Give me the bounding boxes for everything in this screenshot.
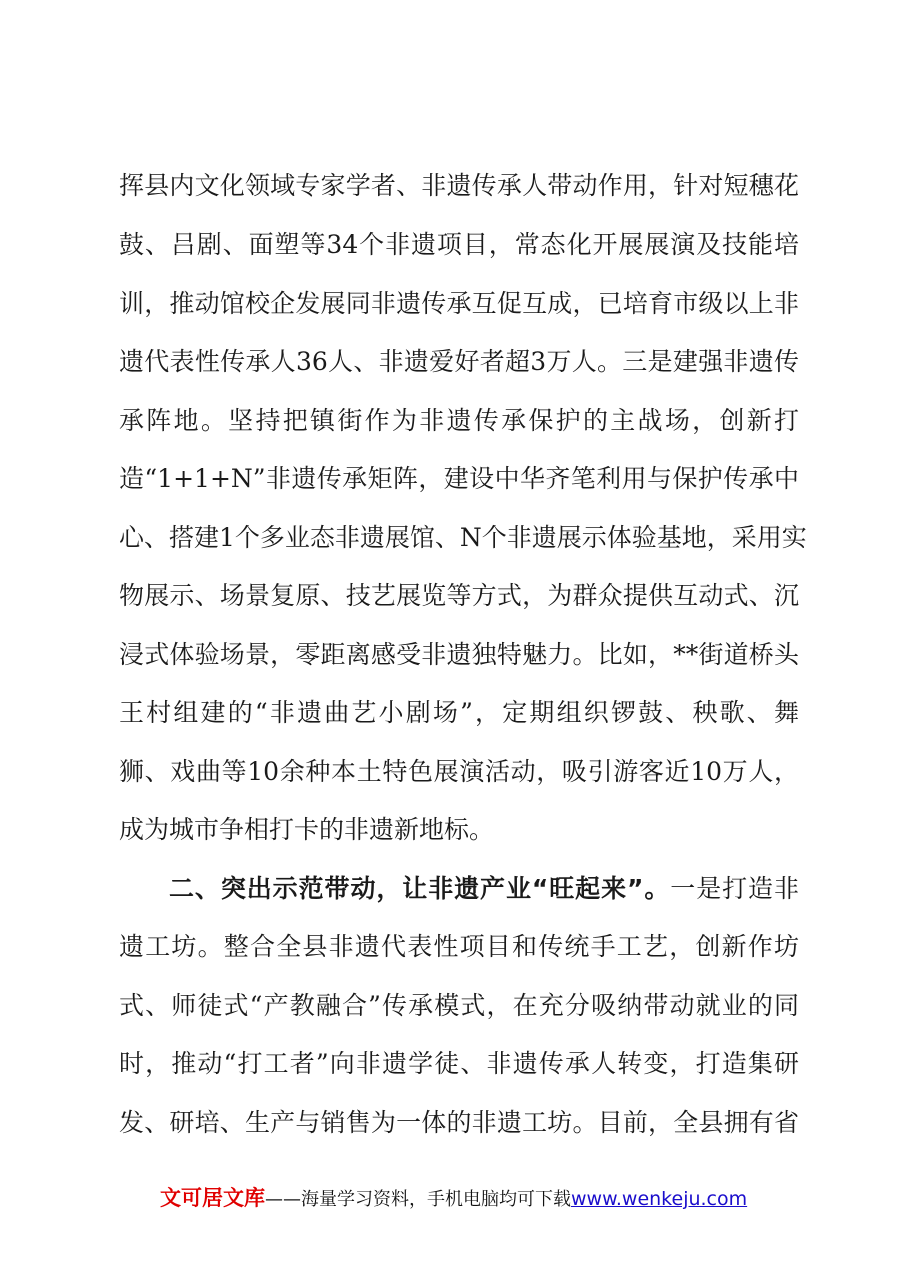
paragraph-line: 承阵地。坚持把镇街作为非遗传承保护的主战场，创新打 (119, 406, 799, 435)
section-heading-line (169, 872, 799, 906)
section-heading-rest: 一是打造非 (670, 874, 799, 903)
paragraph-line: 遗代表性传承人36人、非遗爱好者超3万人。三是建强非遗传 (119, 347, 799, 376)
paragraph-line: 王村组建的“非遗曲艺小剧场”，定期组织锣鼓、秧歌、舞 (119, 698, 799, 727)
paragraph-line: 时，推动“打工者”向非遗学徒、非遗传承人转变，打造集研 (119, 1049, 799, 1078)
footer-tagline: ——海量学习资料，手机电脑均可下载 (265, 1189, 571, 1210)
paragraph-line: 发、研培、生产与销售为一体的非遗工坊。目前，全县拥有省 (119, 1108, 799, 1137)
paragraph-line: 造“1+1+N”非遗传承矩阵，建设中华齐笔利用与保护传承中 (119, 464, 799, 493)
paragraph-line: 挥县内文化领域专家学者、非遗传承人带动作用，针对短穗花 (119, 171, 799, 200)
footer-brand: 文可居文库 (160, 1186, 265, 1210)
paragraph-line: 式、师徒式“产教融合”传承模式，在充分吸纳带动就业的同 (119, 991, 799, 1020)
paragraph-line: 成为城市争相打卡的非遗新地标。 (119, 815, 495, 844)
footer-banner (160, 1184, 780, 1212)
paragraph-line: 训，推动馆校企发展同非遗传承互促互成，已培育市级以上非 (119, 289, 799, 318)
paragraph-line: 遗工坊。整合全县非遗代表性项目和传统手工艺，创新作坊 (119, 932, 799, 961)
paragraph-line: 鼓、吕剧、面塑等34个非遗项目，常态化开展展演及技能培 (119, 230, 799, 259)
paragraph-line: 浸式体验场景，零距离感受非遗独特魅力。比如，**街道桥头 (119, 640, 799, 669)
footer-url-link[interactable]: www.wenkeju.com (571, 1188, 748, 1210)
paragraph-line: 狮、戏曲等10余种本土特色展演活动，吸引游客近10万人， (119, 757, 799, 786)
paragraph-line: 心、搭建1个多业态非遗展馆、N个非遗展示体验基地，采用实 (119, 523, 807, 552)
paragraph-line: 物展示、场景复原、技艺展览等方式，为群众提供互动式、沉 (119, 581, 799, 610)
section-heading: 二、突出示范带动，让非遗产业“旺起来”。 (169, 874, 671, 903)
